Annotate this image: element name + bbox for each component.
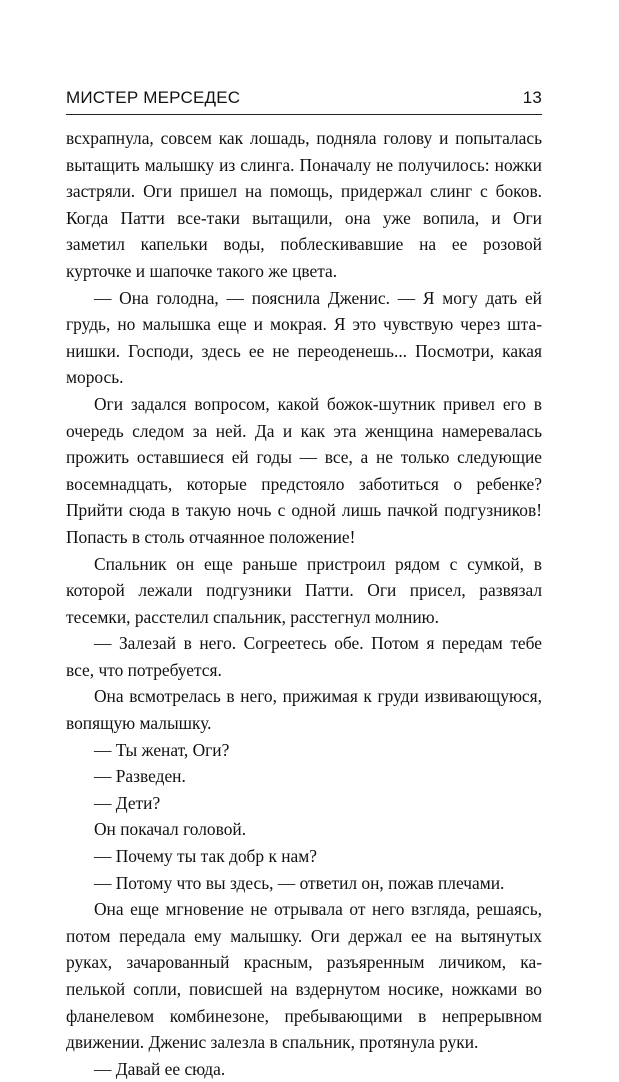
- paragraph: — Разведен.: [94, 766, 186, 787]
- paragraph: Она всмотрелась в него, прижимая к груди извивающуюся, вопящую малышку.: [66, 686, 542, 734]
- paragraph: Он покачал головой.: [94, 819, 247, 840]
- book-page: [66, 88, 542, 1082]
- book-title: МИСТЕР МЕРСЕДЕС: [66, 88, 241, 107]
- running-header: [66, 88, 542, 115]
- paragraph: Оги задался вопросом, какой божок-шутник привел его в очередь следом за ней. Да и как эта женщина намеревалась прожить оставшиеся ей годы — все, а не только следующие восемнадцать, которые предстояло заботиться о ребенке? Прийти сюда в такую ночь с одной лишь пачкой подгузников! Попасть в столь отчаянное положение!: [66, 393, 542, 547]
- body-text: [66, 125, 542, 1082]
- paragraph: — Давай ее сюда.: [94, 1058, 226, 1079]
- paragraph: — Ты женат, Оги?: [94, 739, 230, 760]
- paragraph: — Она голодна, — пояснила Дженис. — Я могу дать ей грудь, но малышка еще и мокрая. Я это чувствую через штанишки. Господи, здесь ее не переоденешь... Посмотри, какая морось.: [66, 287, 542, 388]
- paragraph: — Почему ты так добр к нам?: [94, 846, 317, 867]
- page-number: 13: [522, 88, 542, 107]
- paragraph: Спальник он еще раньше пристроил рядом с сумкой, в которой лежали подгузники Патти. Оги присел, развязал тесемки, расстелил спальник, расстегнул молнию.: [66, 553, 542, 627]
- paragraph: Она еще мгновение не отрывала от него взгляда, решаясь, потом передала ему малышку. Оги держал ее на вытянутых руках, зачарованный красным, разъяренным личиком, капелькой сопли, повисшей на вздернутом носике, ножками во фланелевом комбинезоне, пребывающими в непрерывном движении. Дженис залезла в спальник, протянула руки.: [66, 899, 542, 1053]
- paragraph: — Залезай в него. Согреетесь обе. Потом я передам тебе все, что потребуется.: [66, 633, 542, 680]
- paragraph: — Дети?: [94, 792, 161, 813]
- paragraph: всхрапнула, совсем как лошадь, подняла голову и попыталась вытащить малышку из слинга. Поначалу не получилось: ножки застряли. Оги пришел на помощь, придержал слинг с боков. Когда Патти все-таки вытащили, она уже вопила, и Оги заметил капельки воды, поблескивавшие на ее розовой курточке и шапочке такого же цвета.: [66, 128, 542, 281]
- paragraph: — Потому что вы здесь, — ответил он, пожав плечами.: [94, 872, 505, 893]
